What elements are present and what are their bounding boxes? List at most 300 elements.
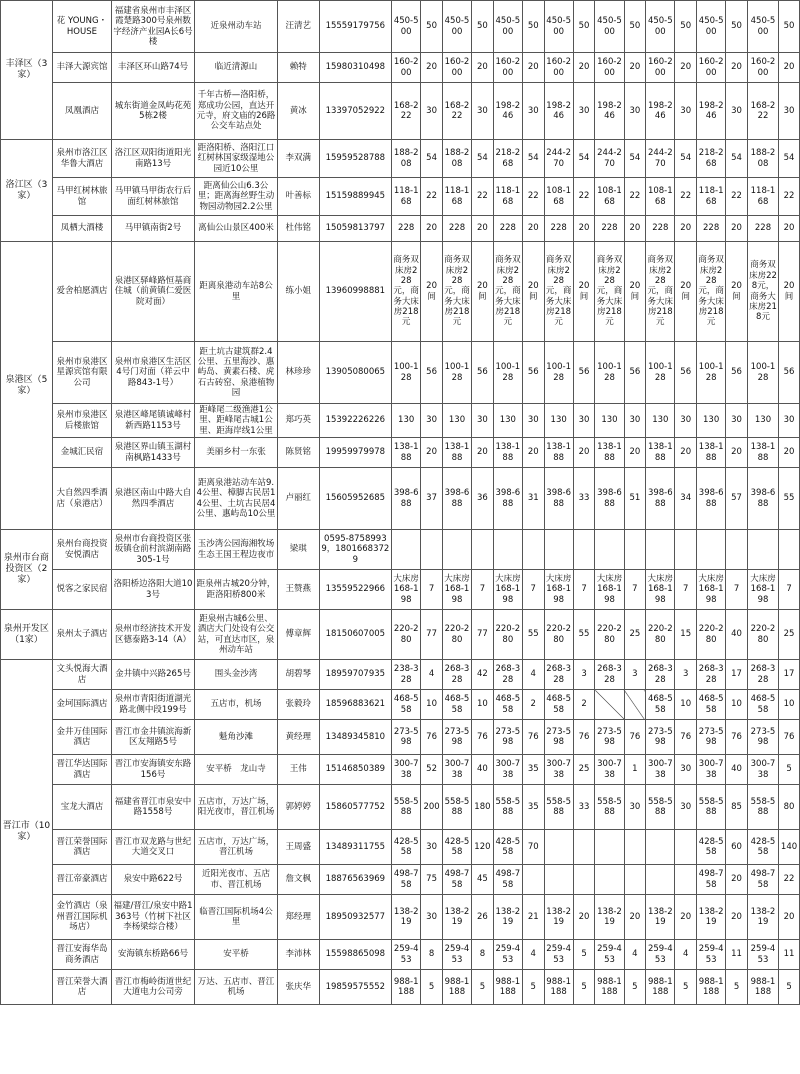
- rooms-cell: 30: [573, 83, 595, 140]
- price-cell: 988-1188: [646, 970, 675, 1005]
- hotel-cell: 晋江荣誉国际酒店: [52, 830, 111, 865]
- rooms-cell: 20: [522, 216, 544, 242]
- price-cell: 273-598: [493, 720, 522, 755]
- price-cell: 498-758: [697, 865, 726, 895]
- address-cell: 洛江区双阳街道阳光南路13号: [112, 140, 195, 178]
- rooms-cell: 5: [573, 970, 595, 1005]
- rooms-cell: 20: [472, 438, 494, 468]
- nearby-cell: 距泉州古城20分钟，距洛阳桥800米: [195, 570, 278, 610]
- rooms-cell: 80: [779, 785, 800, 830]
- price-cell: 商务双床房228元，商务大床房218元: [646, 242, 675, 342]
- rooms-cell: 7: [472, 570, 494, 610]
- rooms-cell: 30: [421, 895, 443, 940]
- nearby-cell: 五店市，万达广场，阳光夜市，晋江机场: [195, 785, 278, 830]
- address-cell: 城东街道金凤屿花苑5栋2楼: [112, 83, 195, 140]
- phone-cell: 13489345810: [319, 720, 392, 755]
- rooms-cell: 7: [779, 570, 800, 610]
- hotel-cell: 泉州市泉港区后楼旅馆: [52, 404, 111, 438]
- phone-cell: 15159889945: [319, 178, 392, 216]
- contact-cell: 黄冰: [278, 83, 320, 140]
- rooms-cell: 50: [472, 1, 494, 53]
- price-cell: 168-222: [392, 83, 421, 140]
- price-cell: 988-1188: [747, 970, 778, 1005]
- price-cell: 450-500: [493, 1, 522, 53]
- price-cell: 428-558: [747, 830, 778, 865]
- rooms-cell: 54: [522, 140, 544, 178]
- phone-cell: 15980310498: [319, 53, 392, 83]
- price-cell: 138-219: [493, 895, 522, 940]
- contact-cell: 陈贤铭: [278, 438, 320, 468]
- price-cell: 大床房168-198: [697, 570, 726, 610]
- price-cell: 130: [392, 404, 421, 438]
- price-cell: 259-453: [646, 940, 675, 970]
- district-cell: 泉州市台商投资区（2家）: [1, 530, 53, 610]
- address-cell: 晋江市梅岭街道世纪大道电力公司旁: [112, 970, 195, 1005]
- price-cell: 228: [595, 216, 624, 242]
- phone-cell: 15959528788: [319, 140, 392, 178]
- price-cell: 大床房168-198: [747, 570, 778, 610]
- price-cell: 160-200: [595, 53, 624, 83]
- rooms-cell: 30: [421, 83, 443, 140]
- table-row: [1, 404, 800, 438]
- rooms-cell: 30: [675, 755, 697, 785]
- price-cell: 259-453: [697, 940, 726, 970]
- price-cell: 商务双床房228元，商务大床房218元: [442, 242, 471, 342]
- price-cell: [747, 530, 778, 570]
- rooms-cell: 7: [726, 570, 748, 610]
- rooms-cell: 20: [675, 53, 697, 83]
- rooms-cell: 56: [726, 342, 748, 404]
- rooms-cell: 22: [522, 178, 544, 216]
- rooms-cell: [522, 530, 544, 570]
- rooms-cell: 30: [472, 83, 494, 140]
- address-cell: 金井镇中兴路265号: [112, 660, 195, 690]
- hotel-cell: 晋江华达国际酒店: [52, 755, 111, 785]
- price-cell: 130: [544, 404, 573, 438]
- rooms-cell: 30: [779, 404, 800, 438]
- contact-cell: 杜伟铭: [278, 216, 320, 242]
- price-cell: 100-128: [392, 342, 421, 404]
- price-cell: 220-280: [493, 610, 522, 660]
- price-cell: 188-208: [442, 140, 471, 178]
- price-cell: 450-500: [697, 1, 726, 53]
- price-cell: [646, 830, 675, 865]
- price-cell: 228: [493, 216, 522, 242]
- price-cell: 198-246: [646, 83, 675, 140]
- contact-cell: 张庆华: [278, 970, 320, 1005]
- nearby-cell: 距离仙公山6.3公里；距离海丝野生动物园动物园2.2公里: [195, 178, 278, 216]
- phone-cell: 15559179756: [319, 1, 392, 53]
- rooms-cell: 60: [726, 830, 748, 865]
- price-cell: 138-219: [595, 895, 624, 940]
- price-cell: 100-128: [493, 342, 522, 404]
- price-cell: 558-588: [392, 785, 421, 830]
- price-cell: 大床房168-198: [493, 570, 522, 610]
- address-cell: 丰泽区环山路74号: [112, 53, 195, 83]
- rooms-cell: [675, 530, 697, 570]
- price-cell: 300-738: [493, 755, 522, 785]
- nearby-cell: 近泉州动车站: [195, 1, 278, 53]
- nearby-cell: 临近清源山: [195, 53, 278, 83]
- rooms-cell: [624, 690, 646, 720]
- rooms-cell: 35: [522, 785, 544, 830]
- rooms-cell: 20间: [624, 242, 646, 342]
- table-row: [1, 342, 800, 404]
- rooms-cell: 20间: [472, 242, 494, 342]
- price-cell: 160-200: [392, 53, 421, 83]
- price-cell: [544, 865, 573, 895]
- price-cell: [493, 530, 522, 570]
- rooms-cell: [472, 530, 494, 570]
- price-cell: 268-328: [646, 660, 675, 690]
- rooms-cell: 20间: [675, 242, 697, 342]
- contact-cell: 王赞燕: [278, 570, 320, 610]
- rooms-cell: 4: [675, 940, 697, 970]
- price-cell: 988-1188: [493, 970, 522, 1005]
- price-cell: 218-268: [697, 140, 726, 178]
- rooms-cell: 55: [522, 610, 544, 660]
- price-cell: 988-1188: [595, 970, 624, 1005]
- phone-cell: 19859575552: [319, 970, 392, 1005]
- rooms-cell: 2: [522, 690, 544, 720]
- hotel-cell: 丰泽大源宾馆: [52, 53, 111, 83]
- price-cell: 118-168: [392, 178, 421, 216]
- rooms-cell: 76: [675, 720, 697, 755]
- rooms-cell: [624, 830, 646, 865]
- price-cell: 130: [493, 404, 522, 438]
- rooms-cell: 55: [779, 468, 800, 530]
- table-row: [1, 865, 800, 895]
- phone-cell: 13559522966: [319, 570, 392, 610]
- rooms-cell: 15: [675, 610, 697, 660]
- price-cell: 138-188: [493, 438, 522, 468]
- phone-cell: 18876563969: [319, 865, 392, 895]
- rooms-cell: 20: [779, 53, 800, 83]
- nearby-cell: 魁角沙滩: [195, 720, 278, 755]
- phone-cell: 15860577752: [319, 785, 392, 830]
- price-cell: 100-128: [646, 342, 675, 404]
- rooms-cell: 20间: [573, 242, 595, 342]
- nearby-cell: 玉沙湾公园海湘牧场生态王国王程边夜市: [195, 530, 278, 570]
- rooms-cell: 51: [624, 468, 646, 530]
- phone-cell: 13397052922: [319, 83, 392, 140]
- price-cell: 259-453: [442, 940, 471, 970]
- phone-cell: 18150607005: [319, 610, 392, 660]
- rooms-cell: 40: [726, 610, 748, 660]
- price-cell: 100-128: [747, 342, 778, 404]
- price-cell: 118-168: [747, 178, 778, 216]
- price-cell: 138-219: [747, 895, 778, 940]
- price-cell: 138-219: [392, 895, 421, 940]
- nearby-cell: 距泉州古城6公里、酒店大门处设有公交站，可直达市区，泉州动车站: [195, 610, 278, 660]
- rooms-cell: 20: [573, 895, 595, 940]
- rooms-cell: 20: [624, 895, 646, 940]
- price-cell: 168-222: [747, 83, 778, 140]
- hotel-cell: 金竹酒店（泉州晋江国际机场店）: [52, 895, 111, 940]
- rooms-cell: 20: [675, 895, 697, 940]
- address-cell: 泉港区峰尾镇诚峰村新西路1153号: [112, 404, 195, 438]
- rooms-cell: 20间: [779, 242, 800, 342]
- price-cell: 558-588: [442, 785, 471, 830]
- price-cell: 228: [544, 216, 573, 242]
- table-row: [1, 53, 800, 83]
- price-cell: 468-558: [493, 690, 522, 720]
- contact-cell: 傅章辉: [278, 610, 320, 660]
- rooms-cell: 5: [472, 970, 494, 1005]
- rooms-cell: [675, 865, 697, 895]
- price-cell: 160-200: [646, 53, 675, 83]
- price-cell: 398-688: [544, 468, 573, 530]
- phone-cell: 18959707935: [319, 660, 392, 690]
- nearby-cell: 万达、五店市、晋江机场: [195, 970, 278, 1005]
- rooms-cell: 40: [472, 755, 494, 785]
- contact-cell: 王伟: [278, 755, 320, 785]
- rooms-cell: [779, 530, 800, 570]
- nearby-cell: 五店市，机场: [195, 690, 278, 720]
- rooms-cell: 20: [472, 53, 494, 83]
- contact-cell: 张毅玲: [278, 690, 320, 720]
- price-cell: 498-758: [392, 865, 421, 895]
- price-cell: 268-328: [442, 660, 471, 690]
- hotel-cell: 文头悦海大酒店: [52, 660, 111, 690]
- price-cell: 198-246: [697, 83, 726, 140]
- rooms-cell: 30: [675, 83, 697, 140]
- phone-cell: 13905080065: [319, 342, 392, 404]
- rooms-cell: 25: [624, 610, 646, 660]
- rooms-cell: 34: [675, 468, 697, 530]
- rooms-cell: [624, 865, 646, 895]
- price-cell: 138-219: [697, 895, 726, 940]
- rooms-cell: 7: [522, 570, 544, 610]
- rooms-cell: 33: [573, 785, 595, 830]
- price-cell: 244-270: [544, 140, 573, 178]
- price-cell: 商务双床房228元，商务大床房218元: [595, 242, 624, 342]
- price-cell: 268-328: [595, 660, 624, 690]
- phone-cell: 0595-87589939，18016683729: [319, 530, 392, 570]
- price-cell: 大床房168-198: [392, 570, 421, 610]
- price-cell: 259-453: [747, 940, 778, 970]
- table-row: [1, 755, 800, 785]
- rooms-cell: 40: [726, 755, 748, 785]
- table-row: [1, 660, 800, 690]
- hotel-cell: 凤凰酒店: [52, 83, 111, 140]
- price-cell: 商务双床房228元，商务大床房218元: [747, 242, 778, 342]
- address-cell: 福建省晋江市泉安中路1558号: [112, 785, 195, 830]
- rooms-cell: 22: [421, 178, 443, 216]
- price-cell: 138-188: [747, 438, 778, 468]
- price-cell: 398-688: [442, 468, 471, 530]
- rooms-cell: 20: [726, 438, 748, 468]
- rooms-cell: 5: [675, 970, 697, 1005]
- contact-cell: 梁琪: [278, 530, 320, 570]
- price-cell: 198-246: [493, 83, 522, 140]
- rooms-cell: 37: [421, 468, 443, 530]
- rooms-cell: 4: [421, 660, 443, 690]
- rooms-cell: 20: [573, 216, 595, 242]
- rooms-cell: 45: [472, 865, 494, 895]
- rooms-cell: 20间: [726, 242, 748, 342]
- contact-cell: 李双满: [278, 140, 320, 178]
- rooms-cell: 10: [472, 690, 494, 720]
- price-cell: [544, 830, 573, 865]
- rooms-cell: 30: [624, 83, 646, 140]
- price-cell: 228: [747, 216, 778, 242]
- table-row: [1, 140, 800, 178]
- rooms-cell: 1: [624, 755, 646, 785]
- rooms-cell: 21: [522, 895, 544, 940]
- rooms-cell: 20: [421, 216, 443, 242]
- price-cell: 大床房168-198: [595, 570, 624, 610]
- price-cell: 大床房168-198: [646, 570, 675, 610]
- rooms-cell: 20: [472, 216, 494, 242]
- rooms-cell: 22: [472, 178, 494, 216]
- rooms-cell: 56: [675, 342, 697, 404]
- price-cell: 428-558: [392, 830, 421, 865]
- rooms-cell: 56: [522, 342, 544, 404]
- nearby-cell: 距洛阳桥、洛阳江口红树林国家级湿地公园近10公里: [195, 140, 278, 178]
- price-cell: 商务双床房228元，商务大床房218元: [697, 242, 726, 342]
- address-cell: 马甲镇马甲街农行后面红树林旅馆: [112, 178, 195, 216]
- price-cell: [697, 530, 726, 570]
- rooms-cell: 54: [726, 140, 748, 178]
- rooms-cell: 56: [421, 342, 443, 404]
- price-cell: 118-168: [493, 178, 522, 216]
- price-cell: 300-738: [747, 755, 778, 785]
- price-cell: 273-598: [595, 720, 624, 755]
- contact-cell: 王周盛: [278, 830, 320, 865]
- address-cell: 福建/晋江/泉安中路1363号（竹树下社区李杨梁综合楼）: [112, 895, 195, 940]
- price-cell: 130: [442, 404, 471, 438]
- rooms-cell: 11: [779, 940, 800, 970]
- rooms-cell: 17: [726, 660, 748, 690]
- rooms-cell: 7: [675, 570, 697, 610]
- price-cell: 198-246: [595, 83, 624, 140]
- table-row: [1, 830, 800, 865]
- price-cell: 300-738: [392, 755, 421, 785]
- rooms-cell: 3: [675, 660, 697, 690]
- address-cell: 泉州市青阳街道湖光路北侧中段199号: [112, 690, 195, 720]
- rooms-cell: 22: [779, 178, 800, 216]
- table-row: [1, 720, 800, 755]
- phone-cell: 15605952685: [319, 468, 392, 530]
- price-cell: 468-558: [544, 690, 573, 720]
- price-cell: 450-500: [544, 1, 573, 53]
- rooms-cell: 70: [522, 830, 544, 865]
- price-cell: 428-558: [493, 830, 522, 865]
- price-cell: 428-558: [442, 830, 471, 865]
- rooms-cell: 4: [522, 660, 544, 690]
- address-cell: 泉港区南山中路大自然四季酒店: [112, 468, 195, 530]
- rooms-cell: 35: [522, 755, 544, 785]
- rooms-cell: 76: [522, 720, 544, 755]
- rooms-cell: 50: [624, 1, 646, 53]
- hotel-cell: 悦客之家民宿: [52, 570, 111, 610]
- price-cell: 238-328: [392, 660, 421, 690]
- rooms-cell: [624, 530, 646, 570]
- table-row: [1, 690, 800, 720]
- rooms-cell: [573, 865, 595, 895]
- hotel-cell: 马甲红树林旅馆: [52, 178, 111, 216]
- rooms-cell: 30: [522, 83, 544, 140]
- rooms-cell: 25: [779, 610, 800, 660]
- phone-cell: 15059813797: [319, 216, 392, 242]
- rooms-cell: 20: [779, 895, 800, 940]
- rooms-cell: 30: [421, 830, 443, 865]
- nearby-cell: 临晋江国际机场4公里: [195, 895, 278, 940]
- price-cell: 259-453: [595, 940, 624, 970]
- price-cell: 468-558: [697, 690, 726, 720]
- price-cell: 498-758: [442, 865, 471, 895]
- price-cell: 268-328: [747, 660, 778, 690]
- price-cell: 138-188: [392, 438, 421, 468]
- contact-cell: 黄经理: [278, 720, 320, 755]
- price-cell: 273-598: [747, 720, 778, 755]
- rooms-cell: 56: [573, 342, 595, 404]
- rooms-cell: 140: [779, 830, 800, 865]
- price-cell: 558-588: [595, 785, 624, 830]
- rooms-cell: 50: [421, 1, 443, 53]
- price-cell: 220-280: [442, 610, 471, 660]
- price-cell: 160-200: [442, 53, 471, 83]
- price-cell: 244-270: [595, 140, 624, 178]
- rooms-cell: 5: [522, 970, 544, 1005]
- rooms-cell: 20: [573, 53, 595, 83]
- contact-cell: 赖特: [278, 53, 320, 83]
- price-cell: [595, 830, 624, 865]
- price-cell: 988-1188: [392, 970, 421, 1005]
- nearby-cell: 千年古桥—洛阳桥，郑成功公园，直达开元寺，府文庙的26路公交车站点处: [195, 83, 278, 140]
- phone-cell: 13960998881: [319, 242, 392, 342]
- price-cell: 300-738: [697, 755, 726, 785]
- price-cell: 398-688: [595, 468, 624, 530]
- price-cell: 138-219: [646, 895, 675, 940]
- rooms-cell: 54: [472, 140, 494, 178]
- rooms-cell: [573, 530, 595, 570]
- district-cell: 晋江市（10家）: [1, 660, 53, 1005]
- price-cell: 450-500: [392, 1, 421, 53]
- price-cell: 220-280: [392, 610, 421, 660]
- price-cell: 988-1188: [442, 970, 471, 1005]
- price-cell: 138-219: [544, 895, 573, 940]
- rooms-cell: 76: [624, 720, 646, 755]
- contact-cell: 郑巧英: [278, 404, 320, 438]
- price-cell: 300-738: [646, 755, 675, 785]
- rooms-cell: 8: [421, 940, 443, 970]
- rooms-cell: 50: [522, 1, 544, 53]
- price-cell: 220-280: [747, 610, 778, 660]
- nearby-cell: 五店市，万达广场，晋江机场: [195, 830, 278, 865]
- rooms-cell: 20: [675, 216, 697, 242]
- rooms-cell: 20: [726, 865, 748, 895]
- price-cell: 558-588: [646, 785, 675, 830]
- price-cell: [646, 530, 675, 570]
- rooms-cell: 55: [573, 610, 595, 660]
- price-cell: 160-200: [544, 53, 573, 83]
- rooms-cell: 56: [779, 342, 800, 404]
- rooms-cell: 30: [421, 404, 443, 438]
- phone-cell: 13489311755: [319, 830, 392, 865]
- hotel-cell: 宝龙大酒店: [52, 785, 111, 830]
- rooms-cell: [675, 830, 697, 865]
- rooms-cell: 30: [726, 404, 748, 438]
- price-cell: 218-268: [493, 140, 522, 178]
- price-cell: 244-270: [646, 140, 675, 178]
- rooms-cell: 20: [421, 53, 443, 83]
- phone-cell: 15392226226: [319, 404, 392, 438]
- rooms-cell: 76: [472, 720, 494, 755]
- rooms-cell: 85: [726, 785, 748, 830]
- price-cell: 138-188: [544, 438, 573, 468]
